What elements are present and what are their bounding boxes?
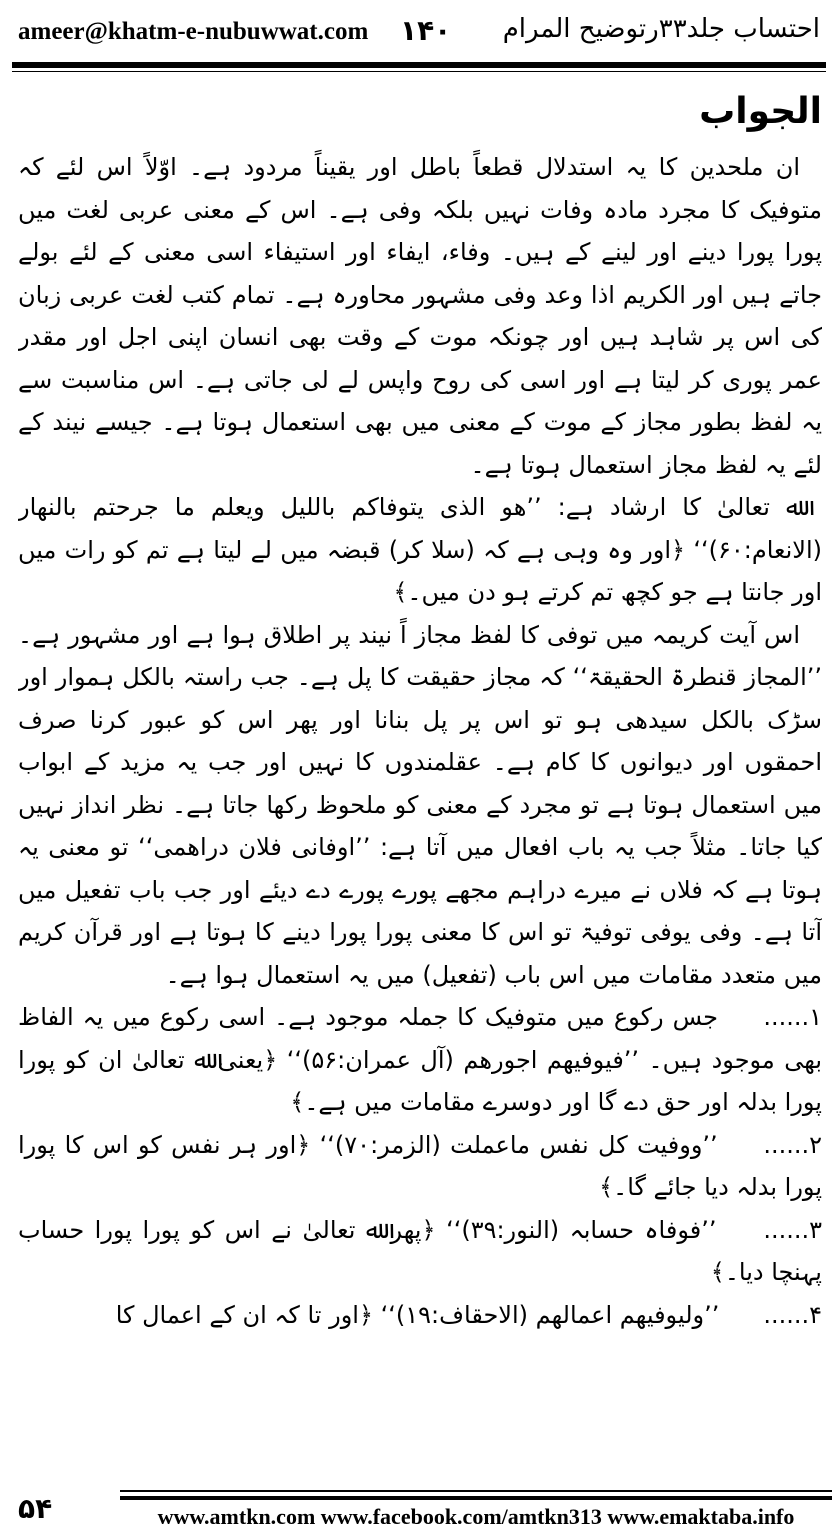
page-content [18,84,822,1464]
paragraph: ﷲ تعالیٰ کا ارشاد ہے: ’’ھو الذی یتوفاکم باللیل ویعلم ما جرحتم بالنھار (الانعام:۶۰)‘‘ ﴿اور وہ وہی ہے کہ (سلا کر) قبضہ میں لے لیتا ہے تم کو رات میں اور جانتا ہے جو کچھ تم کرتے ہو دن میں۔﴾ [18,493,822,606]
section-heading: الجواب [699,91,822,132]
page-footer [0,1488,840,1540]
list-item-number: ۲...... [763,1130,822,1159]
list-item-number: ۱...... [763,1003,822,1031]
list-item [18,996,822,1124]
list-item-text: ’’ولیوفیھم اعمالھم (الاحقاف:۱۹)‘‘ ﴿اور تا کہ ان کے اعمال کا [115,1300,720,1329]
list-item-text: ’’فوفاہ حسابہ (النور:۳۹)‘‘ ﴿پھر ﷲ تعالیٰ نے اس کو پورا پورا حساب پہنچا دیا۔﴾ [18,1215,822,1286]
footer-rule-thin [120,1490,832,1492]
header-page-number: ۱۴۰ [400,14,452,47]
list-item-text: جس رکوع میں متوفیک کا جملہ موجود ہے۔ اسی رکوع میں یہ الفاظ بھی موجود ہیں۔ ’’فیوفیھم اجورھم (آل عمران:۵۶)‘‘ ﴿یعنی ﷲ تعالیٰ ان کو پورا پورا بدلہ اور حق دے گا اور دوسرے مقامات میں ہے۔﴾ [18,1003,822,1116]
list-item-number: ۴...... [763,1300,822,1329]
header-rule-thin [12,71,826,72]
page-header [0,0,840,70]
paragraph: ان ملحدین کا یہ استدلال قطعاً باطل اور یقیناً مردود ہے۔ اوّلاً اس لئے کہ متوفیک کا مجرد مادہ وفات نہیں بلکہ وفی ہے۔ اس کے معنی عربی لغت میں پورا پورا دینے اور لینے کے ہیں۔ وفاء، ایفاء اور استیفاء اسی معنی کے لئے بولے جاتے ہیں اور الکریم اذا وعد وفی مشہور محاورہ ہے۔ تمام کتب لغت عربی زبان کی اس پر شاہد ہیں اور چونکہ موت کے وقت بھی انسان اپنی اجل اور مقدر عمر پوری کر لیتا ہے اور اسی کی روح واپس لے لی جاتی ہے۔ اس مناسبت سے یہ لفظ بطور مجاز کے موت کے معنی میں بھی استعمال ہوتا ہے۔ جیسے نیند کے لئے یہ لفظ مجاز استعمال ہوتا ہے۔ [18,153,822,479]
footer-rule-thick [120,1496,832,1500]
header-email: ameer@khatm-e-nubuwwat.com [18,18,369,45]
list-item-number: ۳...... [763,1215,822,1244]
paragraph: اس آیت کریمہ میں توفی کا لفظ مجاز اً نیند پر اطلاق ہوا ہے اور مشہور ہے۔ ’’المجاز قنطرۃ الحقیقۃ‘‘ کہ مجاز حقیقت کا پل ہے۔ جب راستہ بالکل ہموار اور سڑک بالکل سیدھی ہو تو اس پر پل بنانا اور پھر اس کو عبور کرنا صرف احمقوں اور دیوانوں کا کام ہے۔ عقلمندوں کا نہیں اور جب یہ مزید کے ابواب میں استعمال ہوتا ہے تو مجرد کے معنی کو ملحوظ رکھا جاتا ہے۔ نظر انداز نہیں کیا جاتا۔ مثلاً جب یہ باب افعال میں آتا ہے: ’’اوفانی فلان دراھمی‘‘ تو معنی یہ ہوتا ہے کہ فلاں نے میرے دراہم مجھے پورے پورے دے دیئے اور جب باب تفعیل میں آتا ہے۔ وفی یوفی توفیۃ تو اس کا معنی پورا پورا دینے کا ہوتا ہے اور قرآن کریم میں متعدد مقامات میں اس باب (تفعیل) میں یہ استعمال ہوا ہے۔ [18,620,822,989]
footer-page-number: ۵۴ [18,1492,53,1525]
list-item [18,1209,822,1294]
list-item [18,1294,822,1337]
header-rule-thick [12,62,826,68]
footer-links: www.amtkn.com www.facebook.com/amtkn313 www.emaktaba.info [157,1504,795,1529]
list-item-text: ’’ووفیت کل نفس ماعملت (الزمر:۷۰)‘‘ ﴿اور ہر نفس کو اس کا پورا پورا بدلہ دیا جائے گا۔﴾ [18,1130,822,1201]
header-book-title: احتساب جلد۳۳رتوضیح المرام [502,14,820,44]
list-item [18,1124,822,1209]
